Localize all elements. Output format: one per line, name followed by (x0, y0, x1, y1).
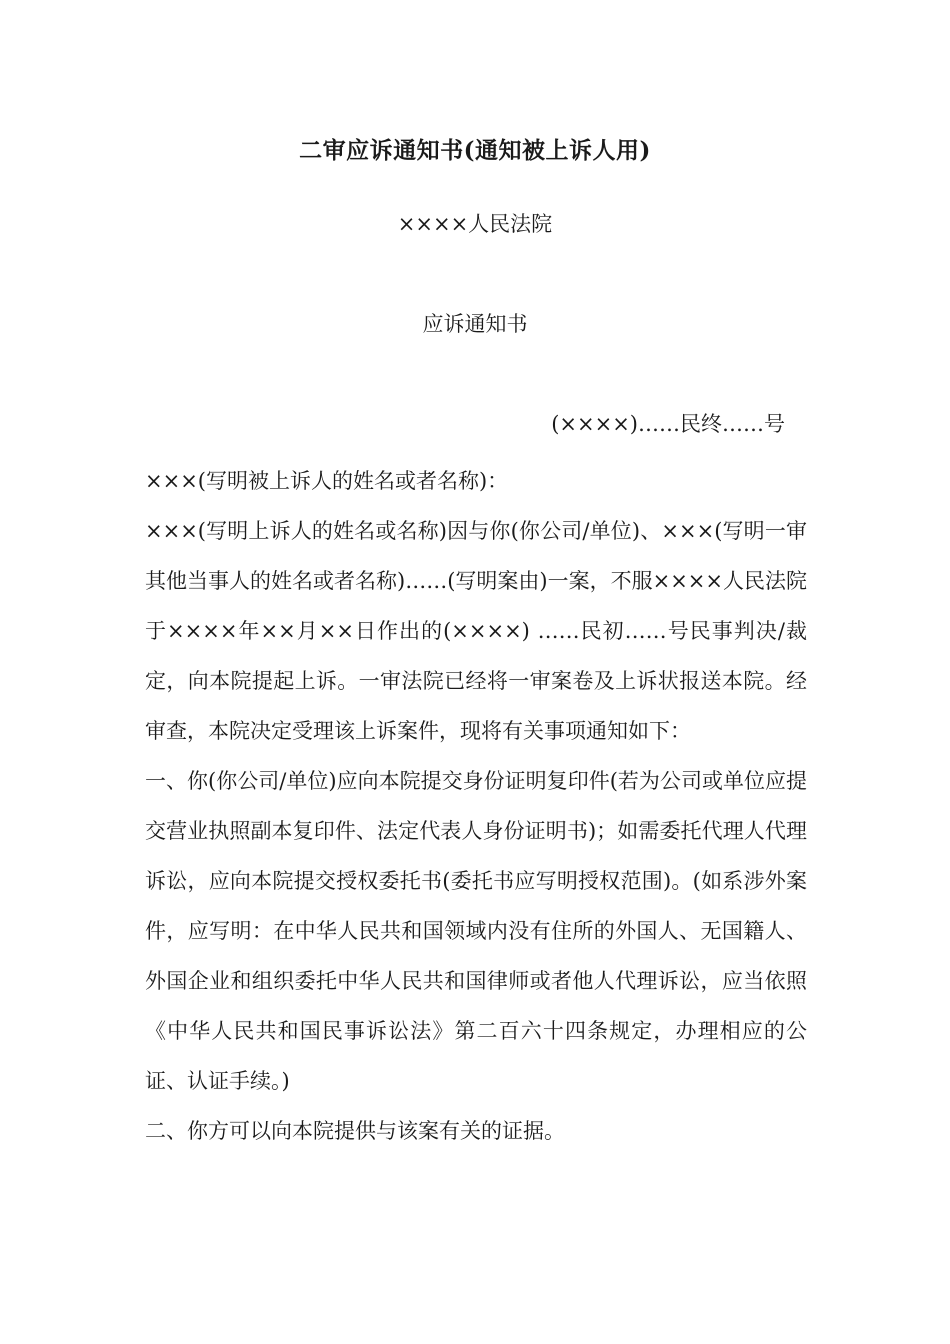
case-number: (××××)……民终……号 (551, 412, 785, 436)
paragraph-item-1: 一、你(你公司/单位)应向本院提交身份证明复印件(若为公司或单位应提交营业执照副本复印件、法定代表人身份证明书)；如需委托代理人代理诉讼，应向本院提交授权委托书(委托书应写明授权范围)。(如系涉外案件，应写明：在中华人民共和国领域内没有住所的外国人、无国籍人、外国企业和组织委托中华人民共和国律师或者他人代理诉讼，应当依照《中华人民共和国民事诉讼法》第二百六十四条规定，办理相应的公证、认证手续。) (145, 769, 807, 1093)
paragraph-intro: ×××(写明上诉人的姓名或名称)因与你(你公司/单位)、×××(写明一审其他当事人的姓名或者名称)……(写明案由)一案，不服××××人民法院于××××年××月××日作出的(××××) ……民初……号民事判决/裁定，向本院提起上诉。一审法院已经将一审案卷及上诉状报送本院。经审查，本院决定受理该上诉案件，现将有关事项通知如下： (145, 519, 807, 743)
document-title: 二审应诉通知书(通知被上诉人用) (299, 137, 651, 164)
notice-title: 应诉通知书 (422, 312, 528, 336)
paragraph-item-2: 二、你方可以向本院提供与该案有关的证据。 (145, 1119, 565, 1143)
document-body (145, 456, 807, 1156)
court-name: ××××人民法院 (397, 212, 553, 236)
addressee-line: ×××(写明被上诉人的姓名或者名称)： (145, 469, 509, 493)
